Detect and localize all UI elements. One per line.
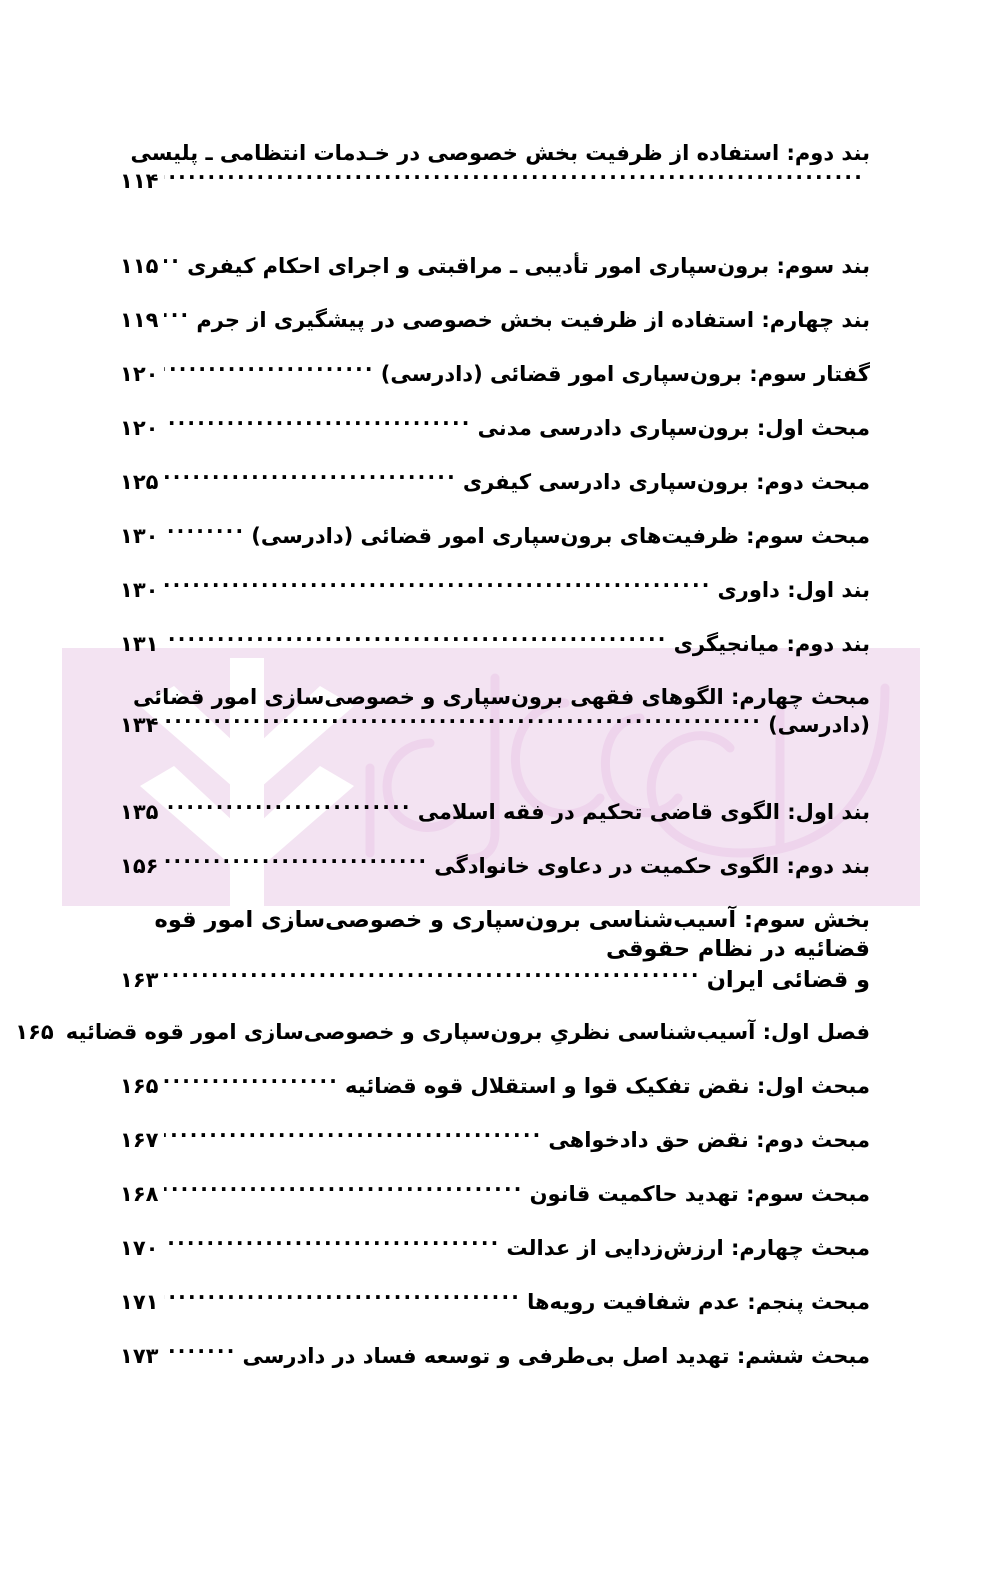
toc-entry[interactable] xyxy=(120,684,870,740)
toc-entry-row xyxy=(120,414,870,442)
toc-entry-title-cont: و قضائی ایران xyxy=(706,967,870,993)
toc-entry-row xyxy=(120,798,870,826)
toc-entry-title: بند دوم: الگوی حکمیت در دعاوی خانوادگی xyxy=(434,854,870,878)
toc-leader-dots xyxy=(164,1180,523,1201)
toc-leader-dots xyxy=(164,1342,236,1363)
toc-entry[interactable] xyxy=(120,1342,870,1370)
toc-entry-title: بند اول: داوری xyxy=(717,578,870,602)
toc-leader-dots xyxy=(164,1126,542,1147)
toc-page-number: ۱۳۰ xyxy=(120,578,159,602)
toc-entry-title: بخش سوم: آسیب‌شناسی برون‌سپاری و خصوصی‌سازی امور قوه قضائیه در نظام حقوقی xyxy=(154,907,870,963)
toc-page-number: ۱۶۸ xyxy=(120,1182,159,1206)
toc-entry-title: مبحث چهارم: الگوهای فقهی برون‌سپاری و خصوصی‌سازی امور قضائی xyxy=(132,685,870,709)
toc-page-number: ۱۷۰ xyxy=(120,1236,159,1260)
toc-entry-row xyxy=(120,576,870,604)
toc-entry[interactable] xyxy=(120,1288,870,1316)
toc-page-number: ۱۳۵ xyxy=(120,800,159,824)
toc-page-number: ۱۲۵ xyxy=(120,470,159,494)
toc-entry-title: مبحث ششم: تهدید اصل بی‌طرفی و توسعه فساد در دادرسی xyxy=(242,1344,870,1368)
toc-entry[interactable] xyxy=(120,798,870,826)
toc-entry-title: بند دوم: استفاده از ظرفیت بخش خصوصی در خـدمات انتظامی ـ پلیسی xyxy=(130,141,870,165)
toc-leader-dots xyxy=(164,167,864,188)
toc-entry-row xyxy=(120,1288,870,1316)
toc-entry-row xyxy=(120,1072,870,1100)
toc-entry-title: مبحث اول: برون‌سپاری دادرسی مدنی xyxy=(477,416,870,440)
toc-entry[interactable] xyxy=(120,576,870,604)
toc-leader-dots xyxy=(164,576,711,597)
toc-page-number: ۱۲۰ xyxy=(120,362,159,386)
toc-leader-dots xyxy=(164,360,374,381)
toc-page-number: ۱۱۴ xyxy=(120,169,159,194)
toc-entry[interactable] xyxy=(120,468,870,496)
toc-entry-title: مبحث سوم: تهدید حاکمیت قانون xyxy=(529,1182,870,1206)
toc-entry-row xyxy=(120,1126,870,1154)
toc-entry-title-cont: (دادرسی) xyxy=(768,713,870,738)
toc-entry[interactable] xyxy=(120,140,870,196)
toc-entry-title: بند اول: الگوی قاضی تحکیم در فقه اسلامی xyxy=(417,800,870,824)
toc-page-number: ۱۷۱ xyxy=(120,1290,159,1314)
toc-leader-dots xyxy=(164,522,245,543)
toc-entry-row xyxy=(15,1018,870,1046)
toc-entry-tail xyxy=(120,711,870,739)
toc-entry-row xyxy=(120,852,870,880)
toc-entry[interactable] xyxy=(120,1180,870,1208)
toc-entry-title: بند دوم: میانجیگری xyxy=(673,632,870,656)
toc-entry[interactable] xyxy=(120,252,870,280)
toc-entry[interactable] xyxy=(120,1234,870,1262)
toc-page-number: ۱۶۷ xyxy=(120,1128,159,1152)
toc-entry-row xyxy=(120,360,870,388)
toc-entry-row xyxy=(120,252,870,280)
toc-leader-dots xyxy=(164,414,471,435)
toc-leader-dots xyxy=(164,798,411,819)
toc-entry-row xyxy=(120,306,870,334)
toc-entry-tail xyxy=(120,167,870,195)
toc-entry[interactable] xyxy=(120,1126,870,1154)
toc-entry[interactable] xyxy=(120,360,870,388)
toc-leader-dots xyxy=(164,468,456,489)
toc-leader-dots xyxy=(164,965,700,988)
toc-leader-dots xyxy=(164,306,190,327)
toc-entry[interactable] xyxy=(120,630,870,658)
toc-leader-dots xyxy=(164,1288,521,1309)
toc-entry-row xyxy=(120,1180,870,1208)
toc-leader-dots xyxy=(164,1072,339,1093)
toc-entry-row xyxy=(120,468,870,496)
toc-page-number: ۱۶۵ xyxy=(15,1020,54,1044)
toc-entry[interactable] xyxy=(120,522,870,550)
toc-entry-title: مبحث سوم: ظرفیت‌های برون‌سپاری امور قضائی (دادرسی) xyxy=(251,524,870,548)
toc-entry-title: مبحث اول: نقض تفکیک قوا و استقلال قوه قضائیه xyxy=(345,1074,870,1098)
toc-leader-dots xyxy=(164,630,667,651)
toc-entry-row xyxy=(120,1234,870,1262)
toc-entry[interactable] xyxy=(120,1072,870,1100)
toc-leader-dots xyxy=(164,252,181,273)
toc-page-number: ۱۲۰ xyxy=(120,416,159,440)
toc-entry-title: مبحث چهارم: ارزش‌زدایی از عدالت xyxy=(506,1236,870,1260)
toc-entry-title: مبحث دوم: نقض حق دادخواهی xyxy=(548,1128,870,1152)
toc-entry-title: مبحث دوم: برون‌سپاری دادرسی کیفری xyxy=(462,470,870,494)
toc-entry[interactable] xyxy=(120,852,870,880)
toc-page-number: ۱۷۳ xyxy=(120,1344,159,1368)
toc-entry-title: گفتار سوم: برون‌سپاری امور قضائی (دادرسی) xyxy=(380,362,870,386)
toc-entry-row xyxy=(120,1342,870,1370)
toc-page-number: ۱۵۶ xyxy=(120,854,159,878)
toc-entry-row xyxy=(120,522,870,550)
toc-page-number: ۱۱۵ xyxy=(120,254,159,278)
toc-entry-title: بند سوم: برون‌سپاری امور تأدیبی ـ مراقبتی و اجرای احکام کیفری xyxy=(187,254,870,278)
toc-entry-row xyxy=(120,630,870,658)
toc-page-number: ۱۱۹ xyxy=(120,308,159,332)
toc-entry[interactable] xyxy=(15,1018,870,1046)
toc-entry-title: بند چهارم: استفاده از ظرفیت بخش خصوصی در پیشگیری از جرم xyxy=(196,308,870,332)
toc-entry-tail xyxy=(120,965,870,996)
toc-page-number: ۱۳۰ xyxy=(120,524,159,548)
toc-entry[interactable] xyxy=(120,306,870,334)
toc-leader-dots xyxy=(164,711,762,732)
toc-entry-title: مبحث پنجم: عدم شفافیت رویه‌ها xyxy=(527,1290,870,1314)
toc-entry-title: فصل اول: آسیب‌شناسی نظریِ برون‌سپاری و خصوصی‌سازی امور قوه قضائیه xyxy=(65,1020,870,1044)
toc-entry[interactable] xyxy=(120,906,870,995)
toc-page-number: ۱۳۱ xyxy=(120,632,159,656)
toc-page-number: ۱۶۳ xyxy=(120,968,159,992)
toc-leader-dots xyxy=(164,852,428,873)
toc-page-number: ۱۶۵ xyxy=(120,1074,159,1098)
toc-entry[interactable] xyxy=(120,414,870,442)
toc-page-number: ۱۳۴ xyxy=(120,713,159,738)
toc-leader-dots xyxy=(164,1234,500,1255)
